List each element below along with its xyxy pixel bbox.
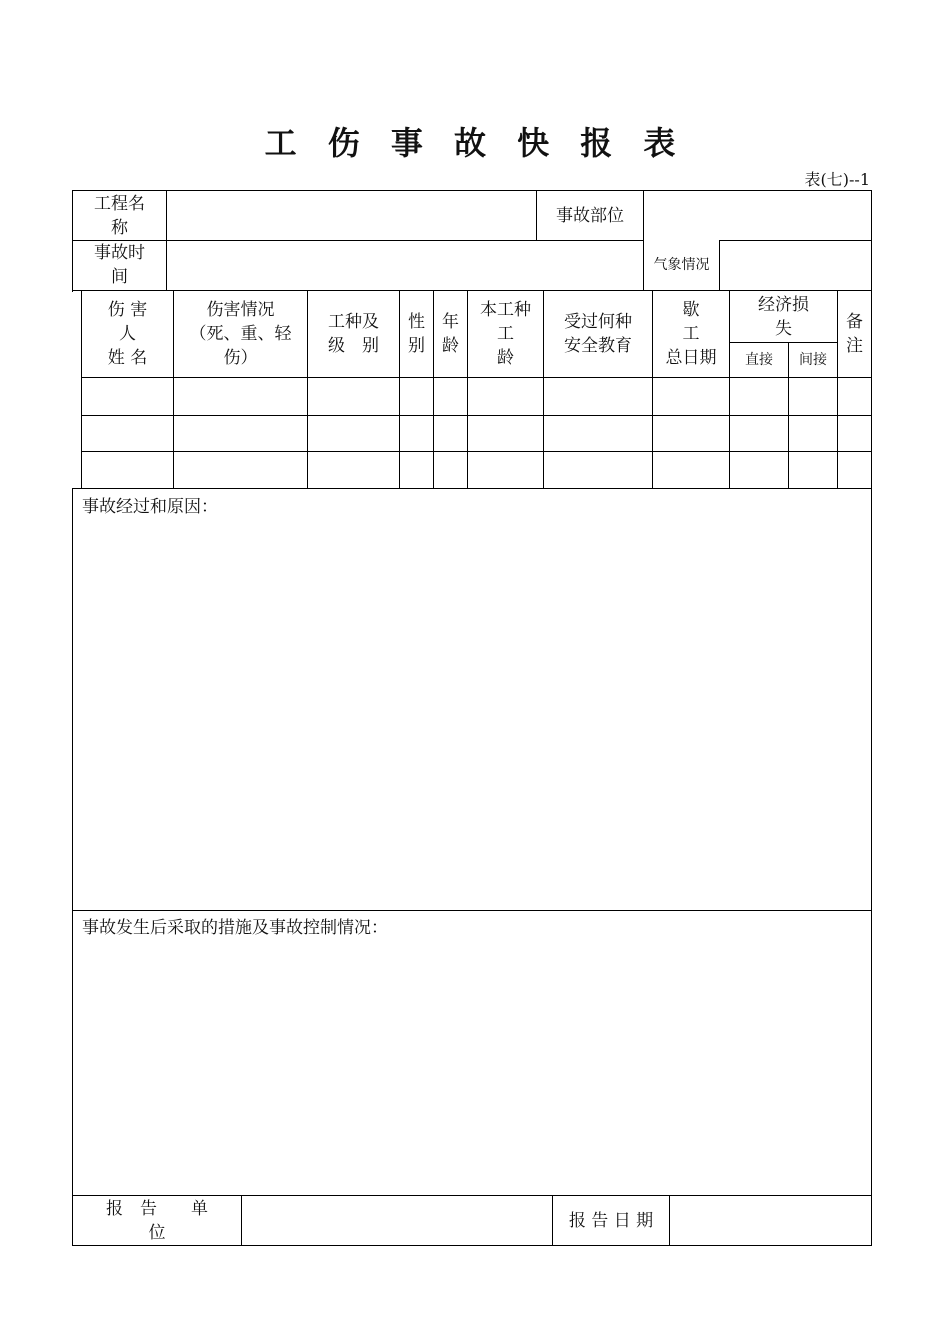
col-lost-workdays: 歇 工 总日期: [653, 291, 730, 378]
col-trade-grade: 工种及 级 别: [308, 291, 400, 378]
report-date-label: 报 告 日 期: [553, 1196, 670, 1245]
table-cell[interactable]: [544, 452, 653, 489]
col-trade-years: 本工种 工 龄: [468, 291, 544, 378]
table-cell[interactable]: [308, 378, 400, 416]
col-direct-loss: 直接: [730, 343, 789, 378]
reporting-unit-label: 报 告 单 位: [73, 1196, 242, 1245]
table-cell[interactable]: [468, 378, 544, 416]
process-cause-section[interactable]: [72, 488, 872, 911]
table-cell[interactable]: [174, 416, 308, 452]
form-code: 表(七)--1: [804, 170, 870, 189]
table-cell[interactable]: [82, 378, 174, 416]
table-cell[interactable]: [174, 378, 308, 416]
table-cell[interactable]: [400, 416, 434, 452]
col-casualty-name: 伤 害 人 姓 名: [82, 291, 174, 378]
col-safety-training: 受过何种 安全教育: [544, 291, 653, 378]
col-sex: 性 别: [400, 291, 434, 378]
table-cell[interactable]: [468, 416, 544, 452]
weather-label: 气象情况: [643, 240, 720, 291]
table-cell[interactable]: [789, 416, 838, 452]
table-cell[interactable]: [653, 378, 730, 416]
form-title: 工 伤 事 故 快 报 表: [264, 124, 686, 162]
accident-time-field[interactable]: [167, 240, 716, 291]
table-cell[interactable]: [838, 378, 871, 416]
col-economic-loss: 经济损 失: [730, 291, 838, 343]
header-row-2: [72, 240, 872, 292]
table-cell[interactable]: [789, 378, 838, 416]
process-cause-label: 事故经过和原因：: [82, 497, 218, 517]
accident-location-label: 事故部位: [537, 191, 644, 241]
table-cell[interactable]: [400, 452, 434, 489]
col-age: 年 龄: [434, 291, 468, 378]
measures-section[interactable]: [72, 910, 872, 1196]
table-cell[interactable]: [308, 416, 400, 452]
table-cell[interactable]: [653, 452, 730, 489]
reporting-unit-field[interactable]: [242, 1196, 553, 1245]
project-name-label: 工程名 称: [73, 191, 167, 241]
table-cell[interactable]: [730, 452, 789, 489]
accident-location-field[interactable]: [644, 191, 871, 241]
table-cell[interactable]: [308, 452, 400, 489]
report-date-field[interactable]: [670, 1196, 871, 1245]
footer-row: [72, 1195, 872, 1246]
project-name-field[interactable]: [167, 191, 537, 241]
table-cell[interactable]: [838, 416, 871, 452]
table-cell[interactable]: [434, 452, 468, 489]
casualty-table: [81, 291, 872, 489]
col-injury-status: 伤害情况 （死、重、轻 伤）: [174, 291, 308, 378]
table-cell[interactable]: [82, 416, 174, 452]
table-cell[interactable]: [434, 416, 468, 452]
table-cell[interactable]: [174, 452, 308, 489]
table-cell[interactable]: [730, 416, 789, 452]
table-cell[interactable]: [789, 452, 838, 489]
col-remarks: 备 注: [838, 291, 871, 378]
table-cell[interactable]: [653, 416, 730, 452]
table-cell[interactable]: [544, 378, 653, 416]
table-cell[interactable]: [730, 378, 789, 416]
table-cell[interactable]: [544, 416, 653, 452]
col-indirect-loss: 间接: [789, 343, 838, 378]
measures-label: 事故发生后采取的措施及事故控制情况：: [82, 918, 388, 938]
weather-field[interactable]: [720, 240, 871, 291]
table-cell[interactable]: [838, 452, 871, 489]
accident-time-label: 事故时 间: [73, 240, 167, 291]
header-row-1: [72, 190, 872, 241]
table-cell[interactable]: [468, 452, 544, 489]
table-cell[interactable]: [82, 452, 174, 489]
table-cell[interactable]: [400, 378, 434, 416]
table-cell[interactable]: [434, 378, 468, 416]
